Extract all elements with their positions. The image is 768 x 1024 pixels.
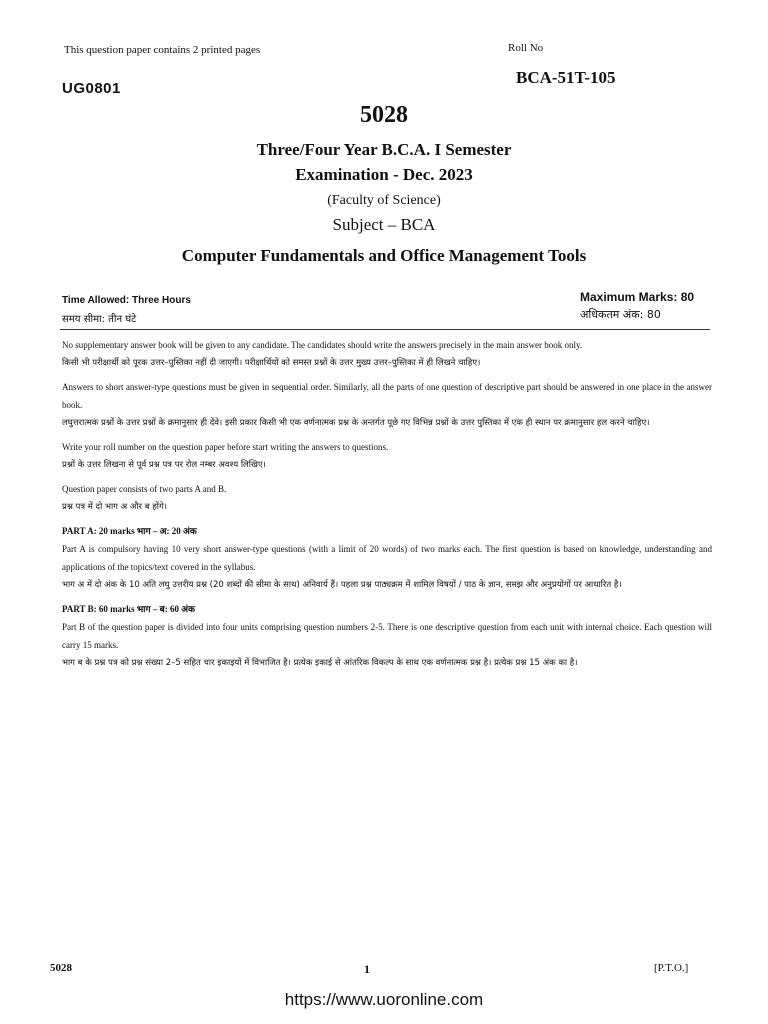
instruction-1-hi: किसी भी परीक्षार्थी को पूरक उत्तर–पुस्तिका नहीं दी जाएगी। परीक्षार्थियों को समस्त प्रश्नों के उत्तर मुख्य उत्तर–पुस्तिका में ही लिखने चाहिए। bbox=[62, 358, 481, 368]
part-b-hi: भाग ब के प्रश्न पत्र को प्रश्न संख्या 2–5 सहित चार इकाइयों में विभाजित है। प्रत्येक इकाई से आंतरिक विकल्प के साथ एक वर्णनात्मक प्रश्न है। प्रत्येक प्रश्न 15 अंक का है। bbox=[62, 658, 578, 668]
divider bbox=[60, 329, 710, 330]
instruction-1-en: No supplementary answer book will be given to any candidate. The candidates should write the answers precisely in the main answer book only. bbox=[62, 340, 583, 350]
ug-code: UG0801 bbox=[62, 80, 121, 97]
part-b-en: Part B of the question paper is divided into four units comprising question numbers 2-5. There is one descriptive question from each unit with internal choice. Each question will carry 15 marks. bbox=[62, 622, 712, 650]
part-b-heading: PART B: 60 marks भाग – ब: 60 अंक bbox=[62, 604, 196, 614]
pto-label: [P.T.O.] bbox=[654, 962, 689, 974]
instruction-2-en: Answers to short answer-type questions must be given in sequential order. Similarly, all the parts of one question of descriptive part should be answered in one place in the answer book. bbox=[62, 382, 712, 410]
time-allowed-en: Time Allowed: Three Hours bbox=[62, 295, 191, 306]
paper-code: BCA-51T-105 bbox=[516, 68, 616, 87]
part-a-heading: PART A: 20 marks भाग – अ: 20 अंक bbox=[62, 526, 197, 536]
roll-number-label: Roll No bbox=[508, 42, 544, 54]
exam-title-line1: Three/Four Year B.C.A. I Semester bbox=[256, 140, 512, 159]
subject: Subject – BCA bbox=[332, 215, 436, 234]
max-marks-hi: अधिकतम अंक: 80 bbox=[580, 308, 661, 321]
instruction-3-en: Write your roll number on the question paper before start writing the answers to questions. bbox=[62, 442, 389, 452]
part-a-hi: भाग अ में दो अंक के 10 अति लघु उत्तरीय प्रश्न (20 शब्दों की सीमा के साथ) अनिवार्य हैं। पहला प्रश्न पाठ्यक्रम में शामिल विषयों / पाठ के ज्ञान, समझ और अनुप्रयोगों पर आधारित है। bbox=[62, 580, 622, 590]
instruction-4-hi: प्रश्न पत्र में दो भाग अ और ब होंगे। bbox=[62, 502, 167, 512]
instruction-3-hi: प्रश्नों के उत्तर लिखना से पूर्व प्रश्न पत्र पर रोल नम्बर अवश्य लिखिए। bbox=[62, 460, 266, 470]
exam-title-line2: Examination - Dec. 2023 bbox=[295, 165, 473, 184]
footer-paper-number: 5028 bbox=[50, 962, 72, 974]
course-title: Computer Fundamentals and Office Management Tools bbox=[181, 246, 587, 265]
page-number: 1 bbox=[364, 962, 370, 976]
paper-number: 5028 bbox=[360, 102, 408, 128]
max-marks-en: Maximum Marks: 80 bbox=[580, 290, 695, 304]
faculty: (Faculty of Science) bbox=[327, 193, 441, 208]
pages-note: This question paper contains 2 printed pages bbox=[64, 44, 261, 56]
instruction-block bbox=[62, 336, 712, 672]
instruction-4-en: Question paper consists of two parts A and B. bbox=[62, 484, 227, 494]
instruction-2-hi: लघुत्तरात्मक प्रश्नों के उत्तर प्रश्नों के क्रमानुसार ही देंवे। इसी प्रकार किसी भी एक वर्णनात्मक प्रश्न के अन्तर्गत पूछे गए विभिन्न प्रश्नों के उत्तर पुस्तिका में एक ही स्थान पर क्रमानुसार हल करने चाहिए। bbox=[62, 418, 650, 428]
source-url[interactable]: https://www.uoronline.com bbox=[284, 990, 484, 1009]
part-a-en: Part A is compulsory having 10 very short answer-type questions (with a limit of 20 words) of two marks each. The first question is based on knowledge, understanding and applications of the topics/text covered in the syllabus. bbox=[62, 544, 712, 572]
time-allowed-hi: समय सीमा: तीन घंटे bbox=[62, 314, 137, 325]
